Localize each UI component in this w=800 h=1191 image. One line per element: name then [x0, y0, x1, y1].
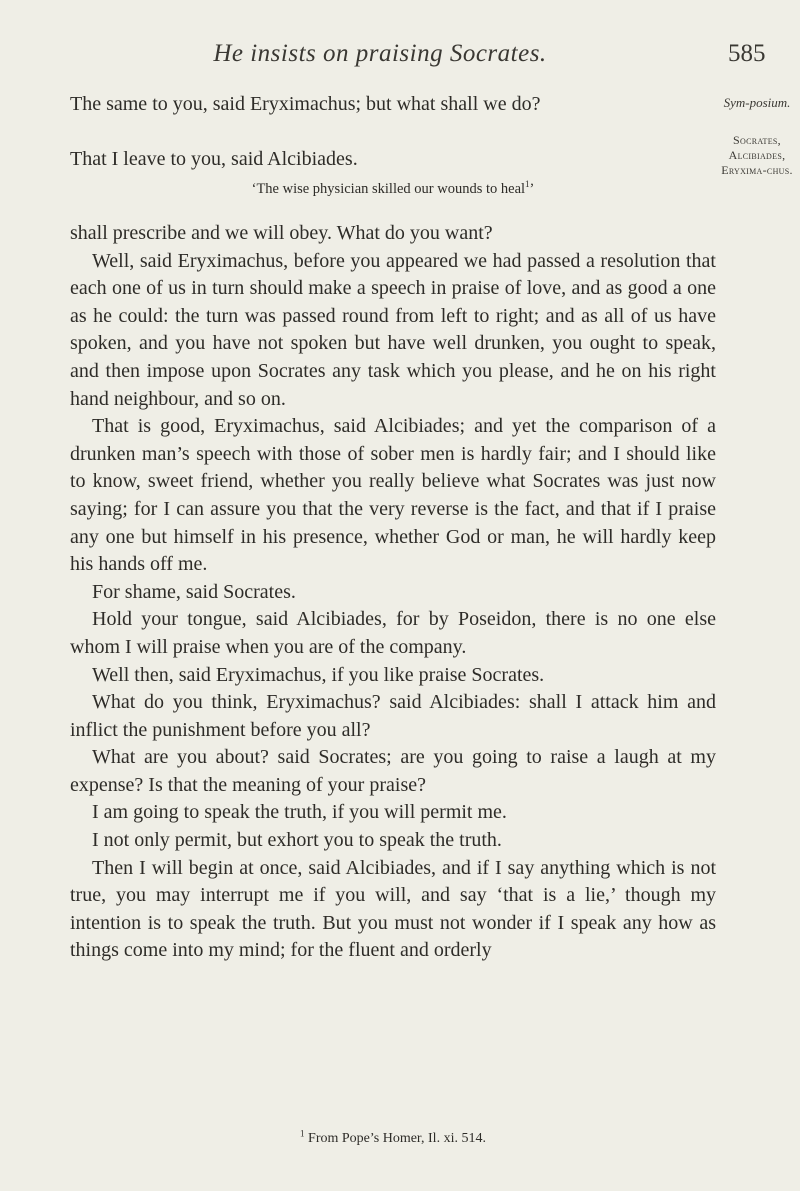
page-number: 585 — [728, 40, 766, 67]
body-text — [70, 220, 716, 965]
quote-close: ’ — [529, 181, 535, 197]
paragraph: Then I will begin at once, said Alcibiades, and if I say anything which is not true, you may interrupt me if you will, and say ‘that is a lie,’ though my intention is to speak the truth. But you must not wonder if I speak any how as things come into my mind; for the fluent and orderly — [70, 856, 716, 962]
paragraph: Hold your tongue, said Alcibiades, for by Poseidon, there is no one else whom I will praise when you are of the company. — [70, 608, 716, 658]
paragraph: For shame, said Socrates. — [92, 580, 296, 603]
footnote — [70, 1130, 716, 1148]
sidenote-speakers: Socrates, Alcibiades, Eryxima-chus. — [721, 133, 793, 177]
opening-line-2: That I leave to you, said Alcibiades. — [70, 148, 358, 170]
sidenote-title: Sym-posium. — [723, 95, 791, 110]
paragraph: I not only permit, but exhort you to speak the truth. — [92, 829, 502, 852]
opening-line-1: The same to you, said Eryximachus; but what shall we do? — [70, 93, 541, 115]
paragraph: I am going to speak the truth, if you will permit me. — [92, 801, 507, 824]
quote-text: ‘The wise physician skilled our wounds to heal — [251, 181, 526, 197]
paragraph: What do you think, Eryximachus? said Alcibiades: shall I attack him and inflict the punishment before you all? — [70, 691, 716, 741]
footnote-text: From Pope’s Homer, Il. xi. 514. — [308, 1131, 486, 1146]
verse-quote — [70, 179, 716, 199]
paragraph: Well, said Eryximachus, before you appeared we had passed a resolution that each one of us in turn should make a speech in praise of love, and as good a one as he could: the turn was passed round from left to right; and as all of us have spoken, and you have not spoken but have well drunken, you ought to speak, and then impose upon Socrates any task which you please, and he on his right hand neighbour, and so on. — [70, 249, 716, 410]
paragraph: What are you about? said Socrates; are you going to raise a laugh at my expense? Is that the meaning of your praise? — [70, 746, 716, 796]
paragraph: Well then, said Eryximachus, if you like praise Socrates. — [92, 663, 545, 686]
running-title: He insists on praising Socrates. — [213, 40, 547, 67]
footnote-ref: 1 — [525, 179, 530, 190]
footnote-marker: 1 — [300, 1128, 305, 1139]
paragraph: That is good, Eryximachus, said Alcibiades; and yet the comparison of a drunken man’s speech with those of sober men is hardly fair; and I should like to know, sweet friend, whether you really believe what Socrates was just now saying; for I can assure you that the very reverse is the fact, and that if I praise any one but himself in his presence, whether God or man, he will hardly keep his hands off me. — [70, 415, 716, 576]
paragraph: shall prescribe and we will obey. What do you want? — [70, 222, 493, 244]
